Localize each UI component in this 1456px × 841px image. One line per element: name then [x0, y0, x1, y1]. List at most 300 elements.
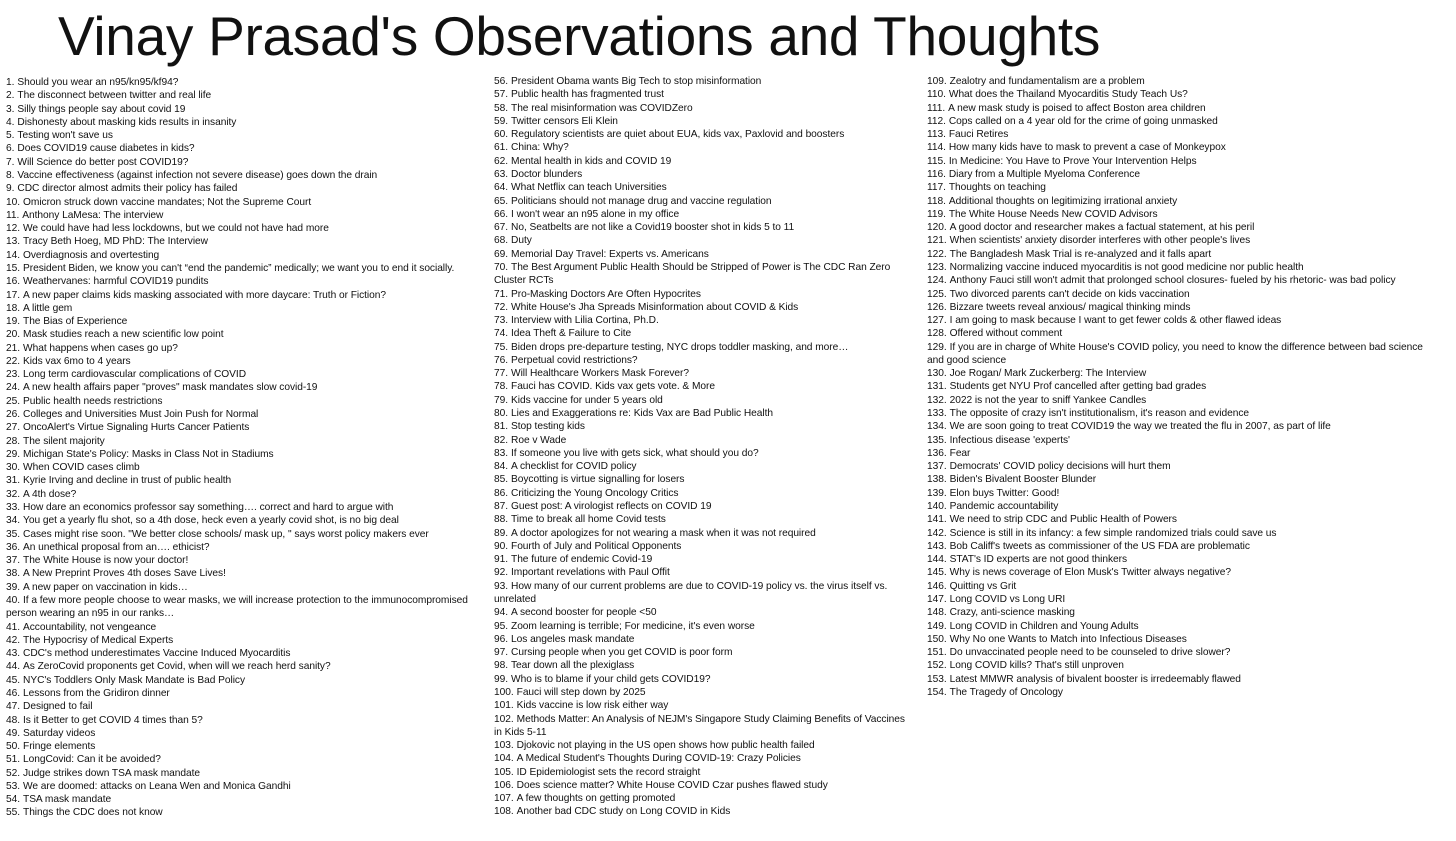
list-item — [494, 261, 906, 288]
item-number: 70. — [494, 261, 509, 273]
item-number: 114. — [927, 142, 946, 154]
list-item — [494, 659, 906, 672]
list-item — [494, 288, 906, 301]
item-number: 53. — [6, 780, 21, 792]
item-title: If you are in charge of White House's COVID policy, you need to know the difference between bad science and good science — [927, 341, 1423, 366]
item-number: 128. — [927, 328, 947, 340]
list-item — [6, 554, 476, 567]
item-number: 15. — [6, 262, 21, 274]
item-title: The future of endemic Covid-19 — [511, 554, 653, 566]
item-title: Perpetual covid restrictions? — [511, 354, 638, 366]
item-number: 105. — [494, 766, 514, 778]
list-item — [494, 88, 906, 101]
item-title: Long term cardiovascular complications of COVID — [23, 369, 247, 381]
item-number: 36. — [6, 541, 21, 553]
item-number: 50. — [6, 741, 21, 753]
item-number: 141. — [927, 514, 947, 526]
item-number: 18. — [6, 302, 21, 314]
item-number: 47. — [6, 701, 21, 713]
item-title: Kids vax 6mo to 4 years — [23, 355, 131, 367]
item-title: Should you wear an n95/kn95/kf94? — [17, 77, 179, 88]
item-title: Los angeles mask mandate — [511, 633, 635, 645]
item-number: 135. — [927, 434, 947, 446]
item-number: 117. — [927, 182, 946, 194]
list-item — [927, 314, 1442, 327]
item-title: Another bad CDC study on Long COVID in Kids — [516, 806, 731, 818]
item-number: 56. — [494, 76, 509, 87]
item-title: Why No one Wants to Match into Infectious Diseases — [949, 633, 1187, 645]
item-title: Latest MMWR analysis of bivalent booster is irredeemably flawed — [949, 673, 1241, 685]
item-title: Cases might rise soon. "We better close schools/ mask up, " says worst policy makers ever — [23, 528, 429, 540]
item-number: 52. — [6, 767, 21, 779]
list-item — [927, 620, 1442, 633]
item-title: Guest post: A virologist reflects on COVID 19 — [511, 501, 712, 512]
item-title: Doctor blunders — [511, 168, 583, 180]
item-number: 109. — [927, 76, 947, 87]
item-number: 152. — [927, 660, 947, 672]
item-title: Will Healthcare Workers Mask Forever? — [511, 368, 689, 380]
item-title: A new paper on vaccination in kids… — [23, 581, 188, 593]
list-item — [6, 76, 476, 89]
list-item — [494, 646, 906, 659]
item-title: Boycotting is virtue signalling for losers — [511, 474, 685, 486]
item-title: Fringe elements — [23, 741, 96, 753]
list-item — [927, 301, 1442, 314]
item-title: Lessons from the Gridiron dinner — [23, 687, 170, 699]
item-title: CDC director almost admits their policy has failed — [17, 183, 238, 195]
item-number: 71. — [494, 288, 509, 300]
list-item — [927, 566, 1442, 579]
item-title: Science is still in its infancy: a few simple randomized trials could save us — [949, 527, 1277, 539]
item-title: Elon buys Twitter: Good! — [949, 487, 1060, 499]
item-number: 68. — [494, 235, 509, 247]
item-title: An unethical proposal from an…. ethicist? — [23, 541, 210, 553]
item-title: Tear down all the plexiglass — [511, 660, 635, 672]
list-item — [494, 420, 906, 433]
item-number: 82. — [494, 434, 509, 446]
item-title: President Biden, we know you can't “end the pandemic” medically; we want you to end it socially. — [23, 262, 455, 274]
list-item — [494, 248, 906, 261]
item-title: Fauci Retires — [948, 129, 1009, 141]
item-number: 12. — [6, 223, 21, 235]
article-list-column-2 — [494, 75, 906, 819]
list-item — [6, 541, 476, 554]
list-item — [6, 249, 476, 262]
item-title: Testing won't save us — [17, 130, 113, 142]
item-title: Biden's Bivalent Booster Blunder — [949, 474, 1097, 486]
item-number: 124. — [927, 275, 947, 287]
list-item — [6, 714, 476, 727]
item-title: Normalizing vaccine induced myocarditis is not good medicine nor public health — [949, 261, 1304, 273]
item-title: Long COVID in Children and Young Adults — [949, 620, 1139, 632]
item-title: Colleges and Universities Must Join Push for Normal — [23, 409, 259, 421]
item-title: Methods Matter: An Analysis of NEJM's Singapore Study Claiming Benefits of Vaccines in Kids 5-11 — [494, 713, 905, 738]
item-number: 61. — [494, 142, 509, 154]
item-number: 122. — [927, 248, 947, 260]
list-item — [494, 168, 906, 181]
item-number: 74. — [494, 328, 509, 340]
item-number: 86. — [494, 487, 509, 499]
item-title: A doctor apologizes for not wearing a mask when it was not required — [511, 527, 816, 539]
item-title: I am going to mask because I want to get fewer colds & other flawed ideas — [949, 315, 1282, 327]
item-title: Will Science do better post COVID19? — [17, 156, 189, 168]
item-title: Cops called on a 4 year old for the crime of going unmasked — [948, 115, 1218, 127]
item-title: Duty — [511, 235, 532, 247]
item-title: A few thoughts on getting promoted — [516, 793, 676, 805]
list-item — [6, 395, 476, 408]
item-number: 39. — [6, 581, 21, 593]
item-title: We are soon going to treat COVID19 the way we treated the flu in 2007, as part of life — [949, 421, 1331, 433]
item-title: Weathervanes: harmful COVID19 pundits — [23, 276, 209, 288]
item-title: President Obama wants Big Tech to stop misinformation — [511, 76, 762, 87]
item-title: A new mask study is poised to affect Boston area children — [948, 102, 1206, 114]
item-title: China: Why? — [511, 142, 569, 154]
list-item — [494, 195, 906, 208]
item-number: 96. — [494, 633, 509, 645]
item-number: 60. — [494, 129, 509, 141]
item-number: 153. — [927, 673, 947, 685]
list-item — [927, 248, 1442, 261]
item-title: Fourth of July and Political Opponents — [511, 540, 682, 552]
list-item — [927, 447, 1442, 460]
item-title: Bizzare tweets reveal anxious/ magical thinking minds — [949, 301, 1191, 313]
item-number: 85. — [494, 474, 509, 486]
item-title: A checklist for COVID policy — [511, 461, 637, 473]
item-number: 154. — [927, 686, 947, 698]
item-title: Zealotry and fundamentalism are a problem — [949, 76, 1145, 87]
list-item — [6, 687, 476, 700]
item-number: 149. — [927, 620, 947, 632]
page-title: Vinay Prasad's Observations and Thoughts — [58, 5, 1101, 67]
item-title: Joe Rogan/ Mark Zuckerberg: The Interview — [949, 368, 1147, 380]
list-item — [927, 221, 1442, 234]
item-title: NYC's Toddlers Only Mask Mandate is Bad Policy — [23, 674, 245, 686]
item-number: 110. — [927, 89, 946, 101]
item-number: 29. — [6, 448, 21, 460]
list-item — [927, 274, 1442, 287]
item-number: 140. — [927, 501, 947, 512]
list-item — [6, 753, 476, 766]
list-item — [494, 234, 906, 247]
item-number: 49. — [6, 727, 21, 739]
list-item — [927, 407, 1442, 420]
list-item — [6, 647, 476, 660]
list-item — [494, 208, 906, 221]
item-number: 76. — [494, 354, 509, 366]
item-title: Biden drops pre-departure testing, NYC drops toddler masking, and more… — [511, 341, 849, 353]
item-number: 2. — [6, 90, 15, 102]
item-number: 99. — [494, 673, 509, 685]
item-number: 8. — [6, 169, 15, 181]
list-item — [927, 500, 1442, 513]
list-item — [6, 461, 476, 474]
item-number: 55. — [6, 807, 21, 819]
list-item — [494, 540, 906, 553]
list-item — [494, 102, 906, 115]
item-title: Why is news coverage of Elon Musk's Twitter always negative? — [949, 567, 1231, 579]
list-item — [494, 141, 906, 154]
item-title: Thoughts on teaching — [948, 182, 1046, 194]
item-title: Offered without comment — [949, 328, 1063, 340]
list-item — [494, 580, 906, 607]
item-number: 23. — [6, 369, 21, 381]
item-title: Cursing people when you get COVID is poor form — [511, 647, 733, 659]
list-item — [927, 195, 1442, 208]
item-number: 81. — [494, 421, 509, 433]
item-title: A new paper claims kids masking associated with more daycare: Truth or Fiction? — [23, 289, 386, 301]
item-title: The disconnect between twitter and real life — [17, 90, 212, 102]
item-number: 51. — [6, 754, 21, 766]
list-item — [494, 473, 906, 486]
item-number: 101. — [494, 700, 514, 712]
list-item — [6, 448, 476, 461]
item-number: 123. — [927, 261, 947, 273]
item-number: 27. — [6, 422, 21, 434]
item-number: 37. — [6, 555, 21, 567]
item-title: 2022 is not the year to sniff Yankee Candles — [949, 394, 1147, 406]
list-item — [494, 354, 906, 367]
list-item — [6, 634, 476, 647]
list-item — [6, 103, 476, 116]
list-item — [927, 380, 1442, 393]
item-number: 42. — [6, 634, 21, 646]
item-number: 20. — [6, 329, 21, 341]
list-item — [494, 620, 906, 633]
item-title: Kyrie Irving and decline in trust of public health — [23, 475, 232, 487]
list-item — [927, 155, 1442, 168]
item-title: Mental health in kids and COVID 19 — [511, 155, 672, 167]
item-number: 90. — [494, 540, 509, 552]
item-title: White House's Jha Spreads Misinformation about COVID & Kids — [511, 301, 799, 313]
item-number: 25. — [6, 395, 21, 407]
item-number: 127. — [927, 315, 947, 327]
item-title: Silly things people say about covid 19 — [17, 103, 186, 115]
item-title: The Tragedy of Oncology — [949, 686, 1063, 698]
item-number: 102. — [494, 713, 514, 725]
list-item — [927, 659, 1442, 672]
item-number: 130. — [927, 368, 947, 380]
item-number: 73. — [494, 315, 509, 327]
list-item — [927, 606, 1442, 619]
item-title: Judge strikes down TSA mask mandate — [23, 767, 201, 779]
list-item — [927, 580, 1442, 593]
item-title: What does the Thailand Myocarditis Study Teach Us? — [948, 89, 1188, 101]
list-item — [6, 767, 476, 780]
list-item — [6, 142, 476, 155]
list-item — [6, 156, 476, 169]
item-title: Two divorced parents can't decide on kids vaccination — [949, 288, 1190, 300]
item-number: 150. — [927, 633, 947, 645]
list-item — [6, 501, 476, 514]
item-number: 118. — [927, 195, 946, 207]
item-number: 133. — [927, 408, 947, 420]
list-item — [6, 116, 476, 129]
item-number: 116. — [927, 168, 946, 180]
item-number: 151. — [927, 647, 947, 659]
list-item — [6, 594, 476, 621]
item-number: 107. — [494, 793, 514, 805]
item-title: If a few more people choose to wear masks, we will increase protection to the immunocompromised person wearing an n95 in our ranks… — [6, 594, 468, 620]
list-item — [6, 727, 476, 740]
item-number: 93. — [494, 580, 509, 592]
item-number: 54. — [6, 794, 21, 806]
list-item — [6, 368, 476, 381]
list-item — [927, 102, 1442, 115]
item-title: How dare an economics professor say something…. correct and hard to argue with — [23, 502, 394, 513]
item-title: How many of our current problems are due to COVID-19 policy vs. the virus itself vs. unrelated — [494, 580, 888, 605]
item-number: 100. — [494, 686, 514, 698]
list-item — [494, 766, 906, 779]
item-title: Fauci will step down by 2025 — [516, 686, 646, 698]
item-number: 13. — [6, 236, 21, 248]
item-title: We need to strip CDC and Public Health of Powers — [949, 514, 1177, 526]
item-title: The silent majority — [23, 435, 105, 447]
list-item — [927, 341, 1442, 368]
item-number: 17. — [6, 289, 21, 301]
item-title: A good doctor and researcher makes a factual statement, at his peril — [949, 222, 1255, 234]
item-title: The Best Argument Public Health Should be Stripped of Power is The CDC Ran Zero Cluster RCTs — [494, 261, 891, 287]
item-number: 131. — [927, 381, 947, 393]
list-item — [927, 633, 1442, 646]
item-title: Saturday videos — [23, 727, 96, 739]
item-title: I won't wear an n95 alone in my office — [511, 208, 680, 220]
item-number: 145. — [927, 567, 947, 579]
item-number: 33. — [6, 502, 21, 513]
list-item — [6, 328, 476, 341]
item-title: The Hypocrisy of Medical Experts — [23, 634, 174, 646]
item-number: 144. — [927, 554, 947, 566]
item-title: Lies and Exaggerations re: Kids Vax are Bad Public Health — [511, 408, 774, 420]
item-title: Students get NYU Prof cancelled after getting bad grades — [949, 381, 1207, 393]
list-item — [927, 686, 1442, 699]
list-item — [494, 566, 906, 579]
item-title: Additional thoughts on legitimizing irrational anxiety — [948, 195, 1178, 207]
list-item — [494, 686, 906, 699]
article-list-column-3 — [927, 75, 1442, 699]
item-title: A little gem — [23, 302, 73, 314]
item-title: Interview with Lilia Cortina, Ph.D. — [511, 315, 659, 327]
item-number: 136. — [927, 447, 947, 459]
list-item — [927, 553, 1442, 566]
item-title: A second booster for people <50 — [511, 607, 657, 619]
item-number: 16. — [6, 276, 21, 288]
list-item — [494, 527, 906, 540]
item-title: Does science matter? White House COVID Czar pushes flawed study — [516, 779, 828, 791]
item-number: 21. — [6, 342, 21, 354]
item-number: 34. — [6, 515, 21, 527]
list-item — [927, 75, 1442, 88]
list-item — [494, 447, 906, 460]
item-title: Democrats' COVID policy decisions will hurt them — [949, 461, 1171, 473]
item-title: Twitter censors Eli Klein — [511, 115, 618, 127]
item-number: 6. — [6, 143, 15, 155]
item-title: Idea Theft & Failure to Cite — [511, 328, 632, 340]
list-item — [6, 169, 476, 182]
item-title: As ZeroCovid proponents get Covid, when will we reach herd sanity? — [23, 661, 331, 673]
list-item — [6, 129, 476, 142]
list-item — [6, 275, 476, 288]
item-number: 22. — [6, 355, 21, 367]
item-number: 38. — [6, 568, 21, 580]
list-item — [494, 487, 906, 500]
item-title: You get a yearly flu shot, so a 4th dose, heck even a yearly covid shot, is no big deal — [23, 515, 399, 527]
item-number: 137. — [927, 461, 947, 473]
item-number: 58. — [494, 102, 509, 114]
item-number: 143. — [927, 540, 947, 552]
list-item — [927, 673, 1442, 686]
list-item — [494, 380, 906, 393]
list-item — [6, 435, 476, 448]
item-title: A 4th dose? — [23, 488, 77, 500]
item-number: 134. — [927, 421, 947, 433]
list-item — [927, 181, 1442, 194]
item-title: Criticizing the Young Oncology Critics — [511, 487, 679, 499]
list-item — [927, 288, 1442, 301]
item-number: 65. — [494, 195, 509, 207]
item-title: ID Epidemiologist sets the record straight — [516, 766, 701, 778]
item-title: Public health has fragmented trust — [511, 89, 664, 101]
item-title: When scientists' anxiety disorder interferes with other people's lives — [949, 235, 1251, 247]
item-number: 78. — [494, 381, 509, 393]
item-number: 146. — [927, 580, 947, 592]
list-item — [6, 222, 476, 235]
item-number: 63. — [494, 168, 509, 180]
item-number: 147. — [927, 593, 947, 605]
item-title: Is it Better to get COVID 4 times than 5? — [23, 714, 203, 726]
item-title: A new health affairs paper "proves" mask mandates slow covid-19 — [23, 382, 318, 394]
item-title: Kids vaccine for under 5 years old — [511, 394, 663, 406]
item-number: 119. — [927, 208, 946, 220]
item-number: 148. — [927, 607, 947, 619]
list-item — [494, 434, 906, 447]
list-item — [6, 567, 476, 580]
item-number: 95. — [494, 620, 509, 632]
item-number: 10. — [6, 196, 21, 208]
item-title: The real misinformation was COVIDZero — [511, 102, 693, 114]
item-title: OncoAlert's Virtue Signaling Hurts Cancer Patients — [23, 422, 250, 434]
article-list-column-1 — [6, 76, 476, 820]
list-item — [927, 128, 1442, 141]
list-item — [6, 262, 476, 275]
item-title: Important revelations with Paul Offit — [511, 567, 670, 579]
item-title: The Bias of Experience — [23, 316, 128, 328]
list-item — [6, 674, 476, 687]
item-title: Long COVID vs Long URI — [949, 593, 1066, 605]
list-item — [927, 141, 1442, 154]
item-number: 106. — [494, 779, 514, 791]
list-item — [494, 181, 906, 194]
item-title: Crazy, anti-science masking — [949, 607, 1075, 619]
list-item — [927, 513, 1442, 526]
item-title: The White House Needs New COVID Advisors — [948, 208, 1158, 220]
list-item — [494, 792, 906, 805]
list-item — [927, 487, 1442, 500]
item-title: A Medical Student's Thoughts During COVID-19: Crazy Policies — [516, 753, 801, 765]
list-item — [494, 739, 906, 752]
item-title: Vaccine effectiveness (against infection not severe disease) goes down the drain — [17, 169, 378, 181]
list-item — [494, 633, 906, 646]
item-number: 14. — [6, 249, 21, 261]
item-number: 80. — [494, 408, 509, 420]
item-number: 3. — [6, 103, 15, 115]
item-number: 11. — [6, 209, 20, 221]
list-item — [6, 209, 476, 222]
item-number: 108. — [494, 806, 514, 818]
list-item — [494, 805, 906, 818]
item-title: Pandemic accountability — [949, 501, 1059, 512]
list-item — [6, 408, 476, 421]
item-number: 19. — [6, 316, 21, 328]
